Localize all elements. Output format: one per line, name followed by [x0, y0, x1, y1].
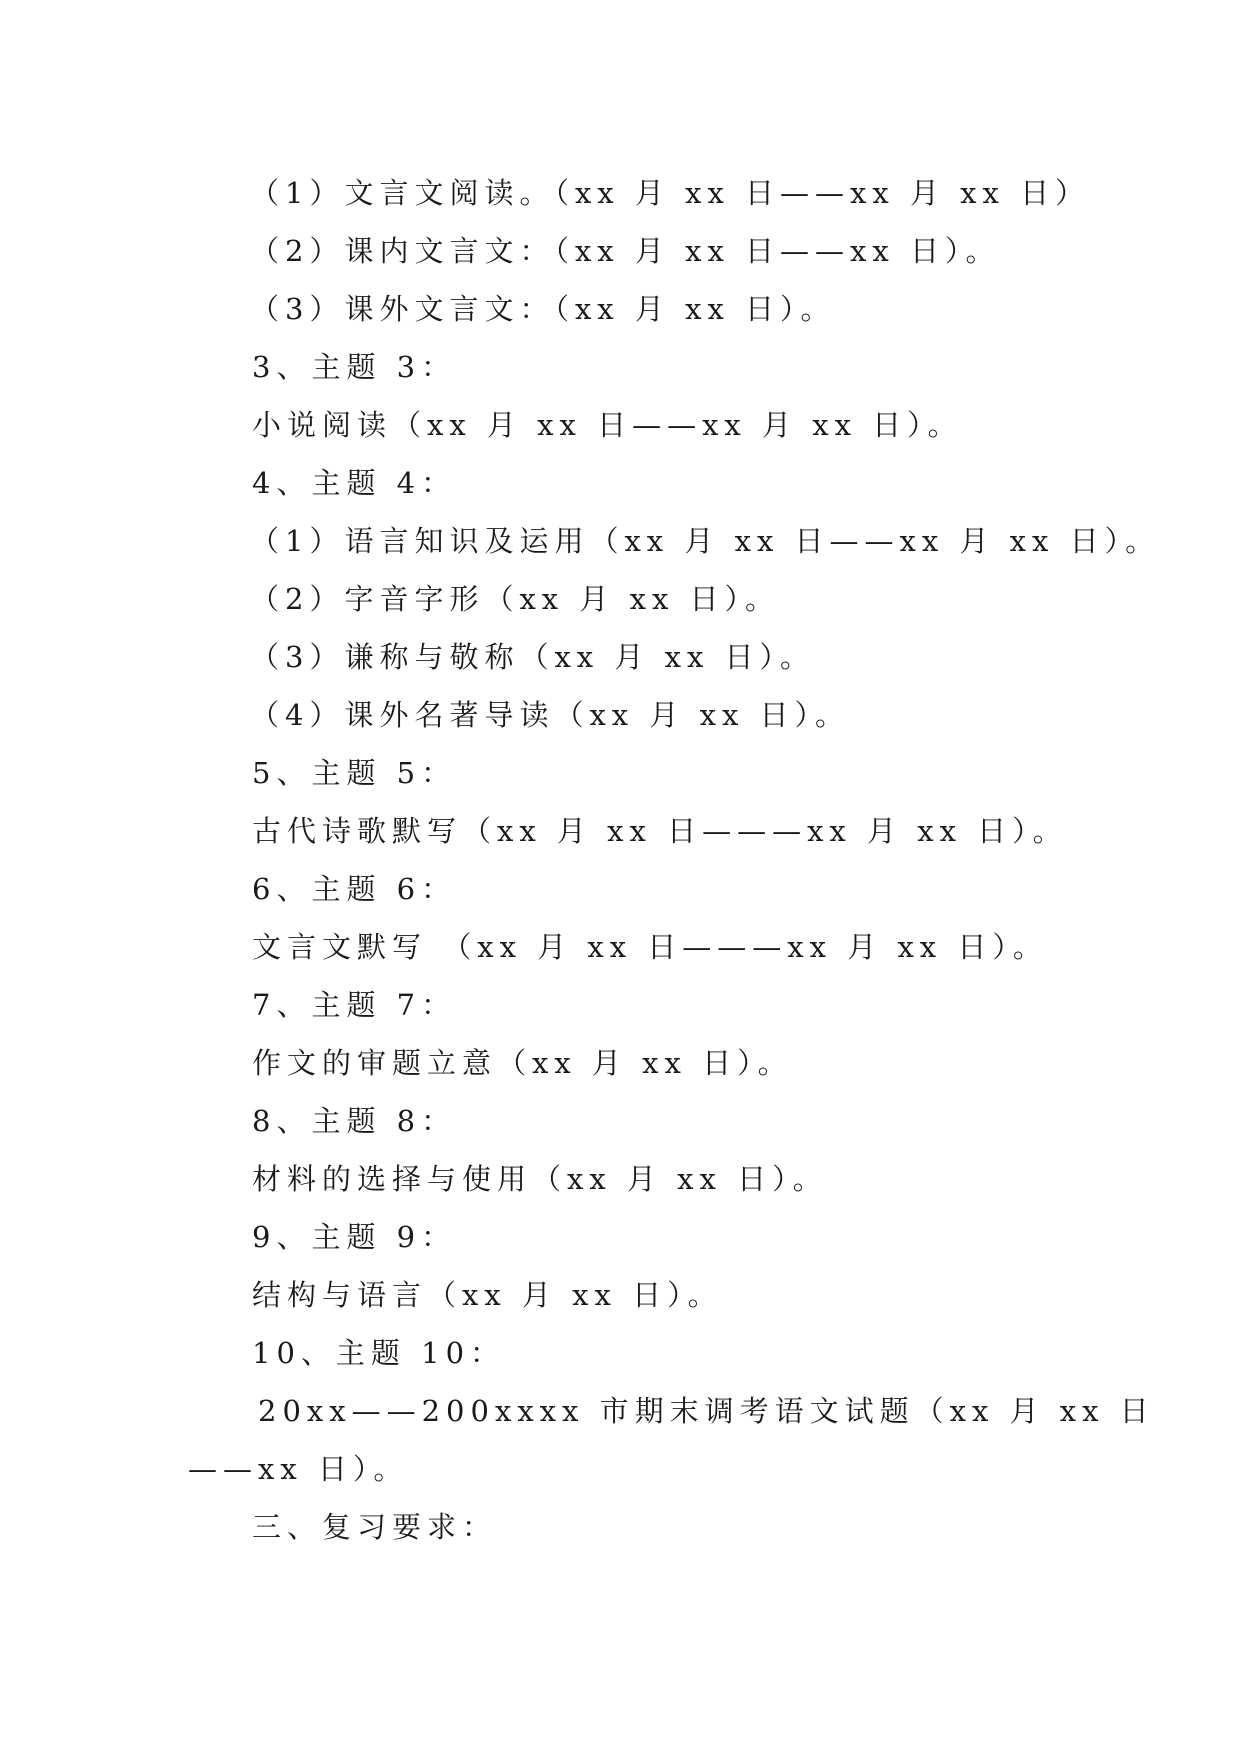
text-line: 古代诗歌默写（xx 月 xx 日———xx 月 xx 日）。	[252, 814, 1068, 848]
text-line: （2）字音字形（xx 月 xx 日）。	[250, 582, 781, 616]
text-line: 作文的审题立意（xx 月 xx 日）。	[252, 1046, 793, 1080]
text-line-continuation: ——xx 日）。	[188, 1452, 409, 1486]
section-heading: 4、主题 4：	[252, 466, 457, 500]
document-body	[0, 164, 1241, 1556]
text-line: 小说阅读（xx 月 xx 日——xx 月 xx 日）。	[252, 408, 963, 442]
text-line: 文言文默写 （xx 月 xx 日———xx 月 xx 日）。	[252, 930, 1048, 964]
text-line: 材料的选择与使用（xx 月 xx 日）。	[252, 1162, 828, 1196]
section-heading: 7、主题 7：	[252, 988, 457, 1022]
text-line: （1）文言文阅读。（xx 月 xx 日——xx 月 xx 日）	[250, 176, 1091, 210]
section-heading: 3、主题 3：	[252, 350, 457, 384]
text-line: （3）谦称与敬称（xx 月 xx 日）。	[250, 640, 816, 674]
text-line: （4）课外名著导读（xx 月 xx 日）。	[250, 698, 851, 732]
section-heading: 8、主题 8：	[252, 1104, 457, 1138]
section-heading: 三、复习要求：	[252, 1510, 498, 1544]
text-line: （1）语言知识及运用（xx 月 xx 日——xx 月 xx 日）。	[250, 524, 1161, 558]
text-line: 结构与语言（xx 月 xx 日）。	[252, 1278, 723, 1312]
section-heading: 10、主题 10：	[252, 1336, 506, 1370]
text-line: （2）课内文言文：（xx 月 xx 日——xx 日）。	[250, 234, 1001, 268]
text-line: （3）课外文言文：（xx 月 xx 日）。	[250, 292, 836, 326]
section-heading: 5、主题 5：	[252, 756, 457, 790]
text-line: 20xx——200xxxx 市期末调考语文试题（xx 月 xx 日	[258, 1394, 1155, 1428]
section-heading: 9、主题 9：	[252, 1220, 457, 1254]
section-heading: 6、主题 6：	[252, 872, 457, 906]
